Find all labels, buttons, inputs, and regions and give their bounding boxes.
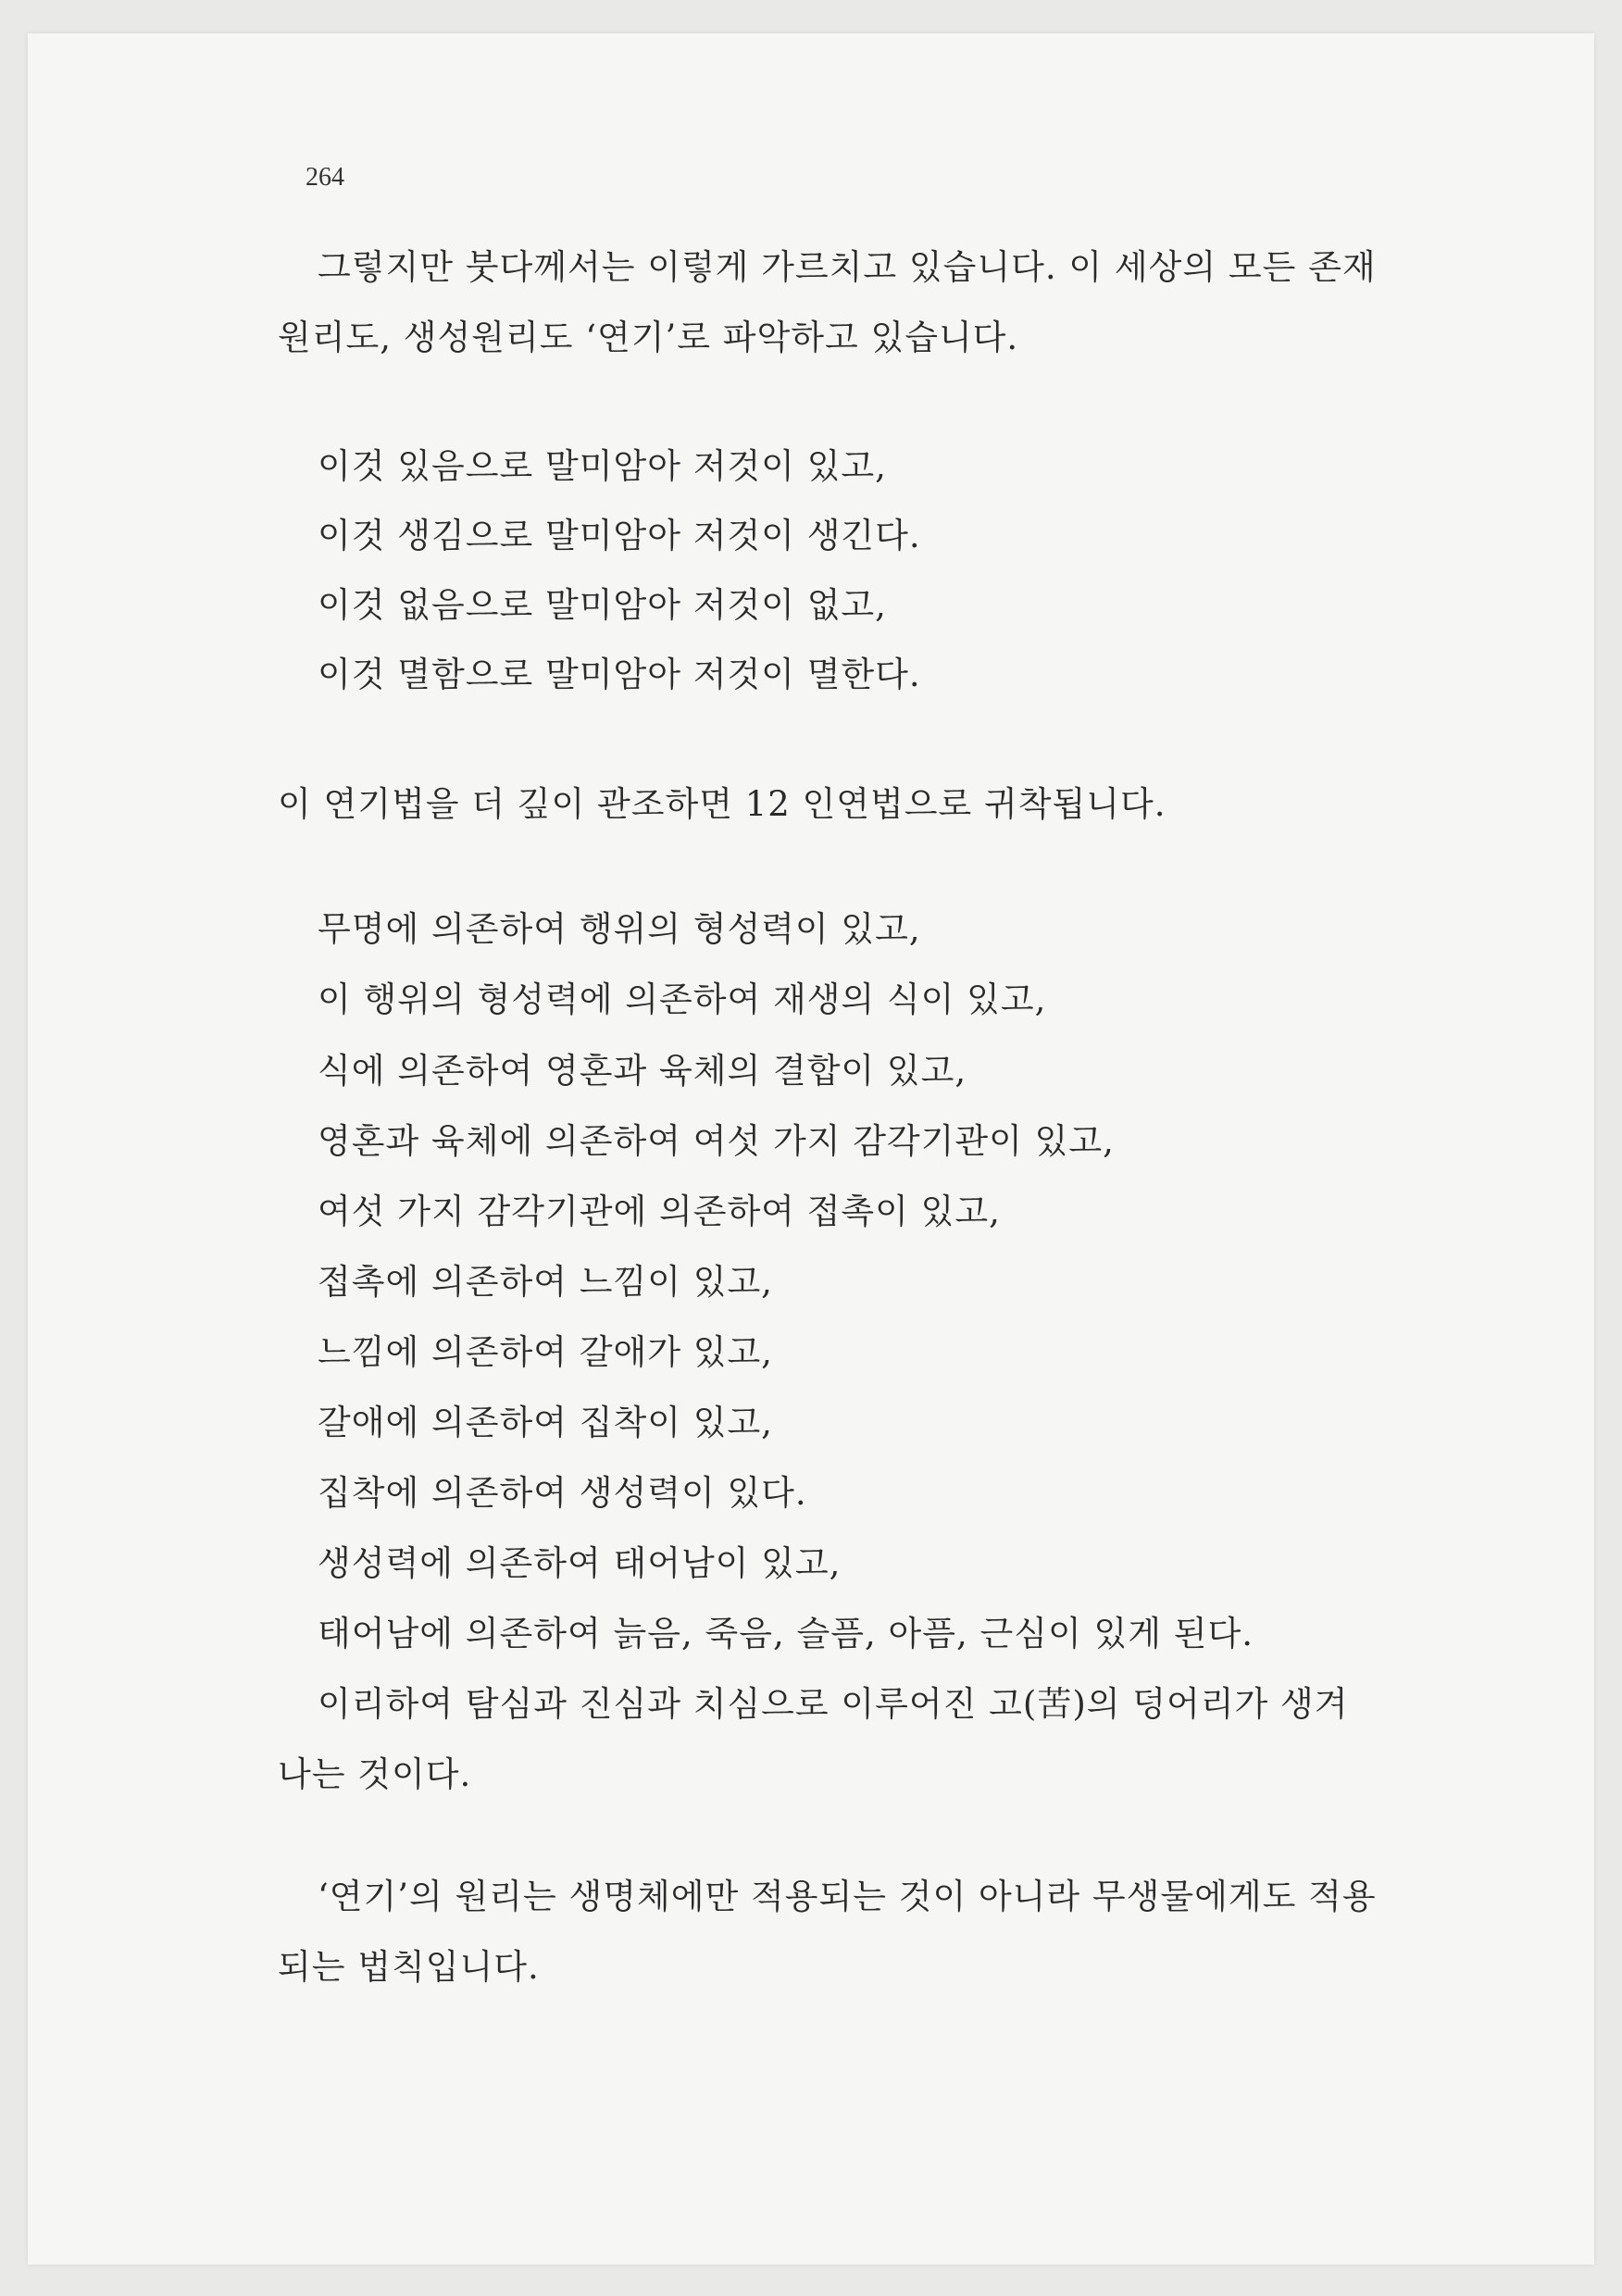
twelve-links-line-9: 집착에 의존하여 생성력이 있다. <box>318 1473 807 1513</box>
twelve-links-line-2: 이 행위의 형성력에 의존하여 재생의 식이 있고, <box>318 980 1047 1019</box>
twelve-links-line-8: 갈애에 의존하여 집착이 있고, <box>318 1403 773 1442</box>
twelve-links-line-7: 느낌에 의존하여 갈애가 있고, <box>318 1332 773 1372</box>
page-number: 264 <box>306 163 344 192</box>
twelve-links-line-6: 접촉에 의존하여 느낌이 있고, <box>318 1262 773 1302</box>
verse-line-1: 이것 있음으로 말미암아 저것이 있고, <box>318 446 887 486</box>
verse-line-3: 이것 없음으로 말미암아 저것이 없고, <box>318 585 887 625</box>
twelve-links-line-10: 생성력에 의존하여 태어남이 있고, <box>318 1543 842 1583</box>
final-line-1: ‘연기’의 원리는 생명체에만 적용되는 것이 아니라 무생물에게도 적용 <box>318 1877 1377 1916</box>
conclusion-line-1: 이리하여 탐심과 진심과 치심으로 이루어진 고(苦)의 덩어리가 생겨 <box>318 1684 1349 1724</box>
conclusion-line-2: 나는 것이다. <box>278 1754 472 1794</box>
verse-line-2: 이것 생김으로 말미암아 저것이 생긴다. <box>318 516 921 555</box>
twelve-links-line-3: 식에 의존하여 영혼과 육체의 결합이 있고, <box>318 1051 967 1091</box>
verse-line-4: 이것 멸함으로 말미암아 저것이 멸한다. <box>318 655 921 694</box>
intro-line-1: 그렇지만 붓다께서는 이렇게 가르치고 있습니다. 이 세상의 모든 존재 <box>318 247 1377 287</box>
twelve-links-line-5: 여섯 가지 감각기관에 의존하여 접촉이 있고, <box>318 1192 1001 1231</box>
twelve-links-line-1: 무명에 의존하여 행위의 형성력이 있고, <box>318 909 921 949</box>
twelve-links-line-11: 태어남에 의존하여 늙음, 죽음, 슬픔, 아픔, 근심이 있게 된다. <box>318 1614 1254 1653</box>
intro-line-2: 원리도, 생성원리도 ‘연기’로 파악하고 있습니다. <box>278 318 1019 357</box>
twelve-links-line-4: 영혼과 육체에 의존하여 여섯 가지 감각기관이 있고, <box>318 1121 1115 1161</box>
twelve-links-intro: 이 연기법을 더 깊이 관조하면 12 인연법으로 귀착됩니다. <box>278 784 1167 824</box>
final-line-2: 되는 법칙입니다. <box>278 1947 540 1987</box>
